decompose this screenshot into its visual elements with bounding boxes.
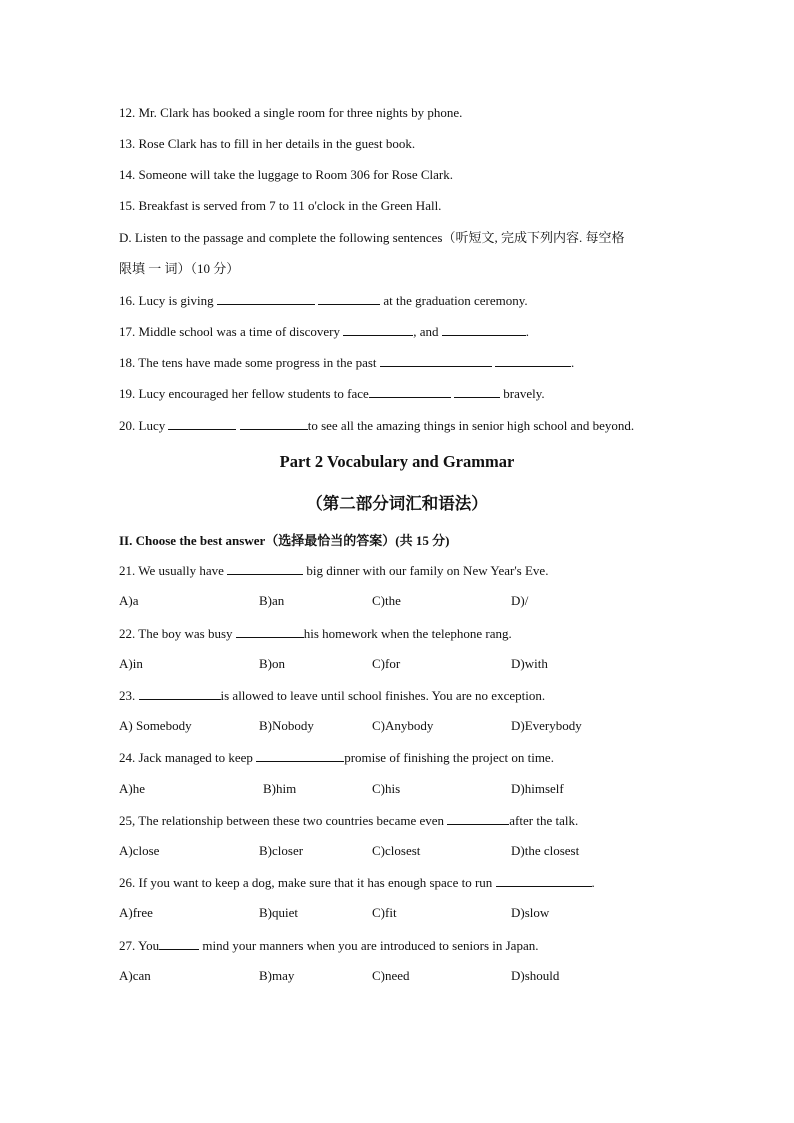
q26-option-d[interactable]: D)slow [511, 905, 550, 920]
answer-blank[interactable] [236, 625, 304, 638]
answer-blank[interactable] [496, 874, 592, 887]
answer-blank[interactable] [168, 417, 236, 430]
section-ii-heading: II. Choose the best answer（选择最恰当的答案）(共 15 分) [119, 533, 450, 548]
question-18-text-a: 18. The tens have made some progress in the past [119, 355, 377, 370]
question-17-text-b: , and [413, 324, 439, 339]
q25-option-c[interactable]: C)closest [372, 843, 421, 858]
question-27-text-a: 27. You [119, 938, 160, 953]
question-24-text-b: promise of finishing the project on time. [344, 750, 554, 765]
answer-blank[interactable] [256, 749, 344, 762]
q26-option-b[interactable]: B)quiet [259, 905, 298, 920]
answer-blank[interactable] [240, 417, 308, 430]
question-18-text-b: . [571, 355, 575, 370]
q27-option-b[interactable]: B)may [259, 968, 295, 983]
q23-option-c[interactable]: C)Anybody [372, 718, 434, 733]
section-d-instruction: D. Listen to the passage and complete the following sentences（听短文, 完成下列内容. 每空格 [119, 230, 625, 245]
statement-14: 14. Someone will take the luggage to Room 306 for Rose Clark. [119, 167, 453, 182]
q26-option-a[interactable]: A)free [119, 905, 153, 920]
q25-option-d[interactable]: D)the closest [511, 843, 580, 858]
question-17-text-a: 17. Middle school was a time of discovery [119, 324, 340, 339]
answer-blank[interactable] [447, 812, 509, 825]
answer-blank[interactable] [217, 292, 315, 305]
statement-15: 15. Breakfast is served from 7 to 11 o'clock in the Green Hall. [119, 198, 442, 213]
q23-option-d[interactable]: D)Everybody [511, 718, 582, 733]
q24-option-c[interactable]: C)his [372, 781, 401, 796]
answer-blank[interactable] [442, 323, 526, 336]
question-26 [119, 874, 595, 891]
question-24-text-a: 24. Jack managed to keep [119, 750, 253, 765]
question-16-text-a: 16. Lucy is giving [119, 293, 214, 308]
question-23-text-b: is allowed to leave until school finishes. You are no exception. [220, 688, 546, 703]
q24-option-a[interactable]: A)he [119, 781, 145, 796]
part2-subtitle: （第二部分词汇和语法） [306, 494, 488, 513]
q21-option-b[interactable]: B)an [259, 593, 285, 608]
question-22-text-a: 22. The boy was busy [119, 626, 233, 641]
answer-blank[interactable] [454, 385, 500, 398]
q21-option-a[interactable]: A)a [119, 593, 139, 608]
question-26-text-a: 26. If you want to keep a dog, make sure that it has enough space to run [119, 875, 493, 890]
question-22 [119, 625, 512, 642]
question-26-text-b: . [591, 875, 595, 890]
answer-blank[interactable] [227, 562, 303, 575]
question-20-text-b: to see all the amazing things in senior high school and beyond. [307, 418, 635, 433]
q24-option-b[interactable]: B)him [263, 781, 297, 796]
question-16-text-b: at the graduation ceremony. [383, 293, 528, 308]
question-25 [119, 812, 578, 829]
question-17-text-c: . [525, 324, 529, 339]
question-23 [119, 687, 545, 704]
q22-option-c[interactable]: C)for [372, 656, 401, 671]
question-19-text-a: 19. Lucy encouraged her fellow students to face [119, 386, 369, 401]
question-25-text-b: after the talk. [509, 813, 579, 828]
answer-blank[interactable] [159, 937, 199, 950]
q27-option-a[interactable]: A)can [119, 968, 151, 983]
question-21 [119, 562, 548, 579]
question-16 [119, 292, 528, 309]
q25-option-b[interactable]: B)closer [259, 843, 304, 858]
q27-option-c[interactable]: C)need [372, 968, 410, 983]
q23-option-a[interactable]: A) Somebody [119, 718, 192, 733]
question-27 [119, 937, 538, 954]
q24-option-d[interactable]: D)himself [511, 781, 564, 796]
statement-12: 12. Mr. Clark has booked a single room for three nights by phone. [119, 105, 463, 120]
statement-13: 13. Rose Clark has to fill in her details in the guest book. [119, 136, 416, 151]
question-20-text-a: 20. Lucy [119, 418, 166, 433]
answer-blank[interactable] [343, 323, 413, 336]
question-24 [119, 749, 554, 766]
question-19 [119, 385, 545, 402]
question-19-text-b: bravely. [503, 386, 545, 401]
question-27-text-b: mind your manners when you are introduced to seniors in Japan. [202, 938, 539, 953]
answer-blank[interactable] [495, 354, 571, 367]
q22-option-d[interactable]: D)with [511, 656, 548, 671]
question-20 [119, 417, 634, 434]
question-18 [119, 354, 574, 371]
q22-option-a[interactable]: A)in [119, 656, 143, 671]
section-d-instruction-cont: 限填 一 词）（10 分） [119, 261, 240, 276]
answer-blank[interactable] [139, 687, 221, 700]
q21-option-c[interactable]: C)the [372, 593, 401, 608]
q21-option-d[interactable]: D)/ [511, 593, 529, 608]
question-22-text-b: his homework when the telephone rang. [303, 626, 512, 641]
answer-blank[interactable] [369, 385, 451, 398]
q22-option-b[interactable]: B)on [259, 656, 285, 671]
answer-blank[interactable] [318, 292, 380, 305]
q23-option-b[interactable]: B)Nobody [259, 718, 314, 733]
question-25-text-a: 25, The relationship between these two countries became even [119, 813, 445, 828]
q27-option-d[interactable]: D)should [511, 968, 560, 983]
part2-title: Part 2 Vocabulary and Grammar [279, 452, 515, 471]
question-21-text-a: 21. We usually have [119, 563, 224, 578]
q25-option-a[interactable]: A)close [119, 843, 160, 858]
question-17 [119, 323, 529, 340]
question-21-text-b: big dinner with our family on New Year's Eve. [306, 563, 549, 578]
q26-option-c[interactable]: C)fit [372, 905, 397, 920]
answer-blank[interactable] [380, 354, 492, 367]
question-23-text-a: 23. [119, 688, 136, 703]
